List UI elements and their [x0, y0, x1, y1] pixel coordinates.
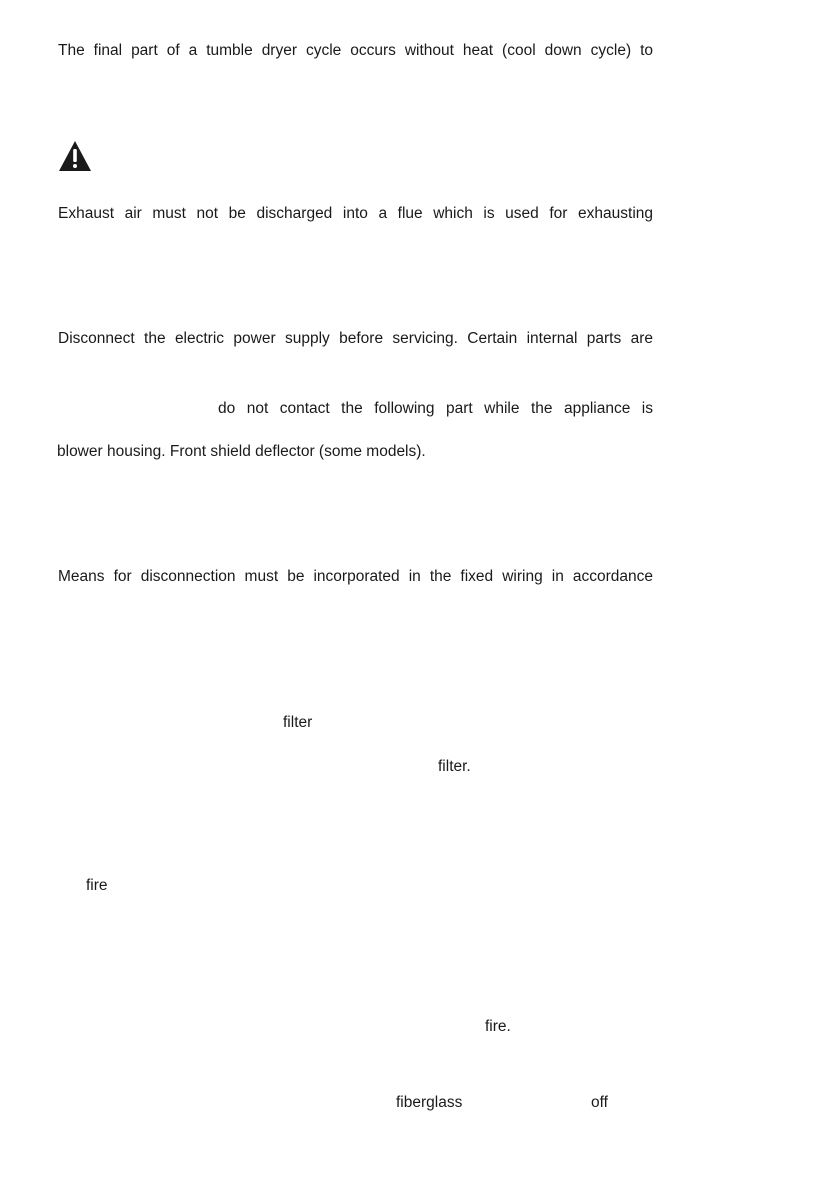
text-line-blower-housing: blower housing. Front shield deflector (some models). [57, 443, 426, 460]
warning-triangle-icon [58, 140, 92, 172]
text-word-fire-period: fire. [485, 1018, 511, 1035]
text-word-filter-period: filter. [438, 758, 471, 775]
text-line-means-disconnection: Means for disconnection must be incorporated in the fixed wiring in accordance [58, 568, 653, 585]
text-line-cool-down: The final part of a tumble dryer cycle occurs without heat (cool down cycle) to [58, 42, 653, 59]
text-word-off: off [591, 1094, 608, 1111]
text-word-filter: filter [283, 714, 313, 731]
text-word-fire: fire [86, 877, 108, 894]
text-word-fiberglass: fiberglass [396, 1094, 463, 1111]
text-line-disconnect-power: Disconnect the electric power supply before servicing. Certain internal parts are [58, 330, 653, 347]
text-line-do-not-contact: do not contact the following part while the appliance is [218, 400, 653, 417]
text-line-exhaust-air: Exhaust air must not be discharged into a flue which is used for exhausting [58, 205, 653, 222]
